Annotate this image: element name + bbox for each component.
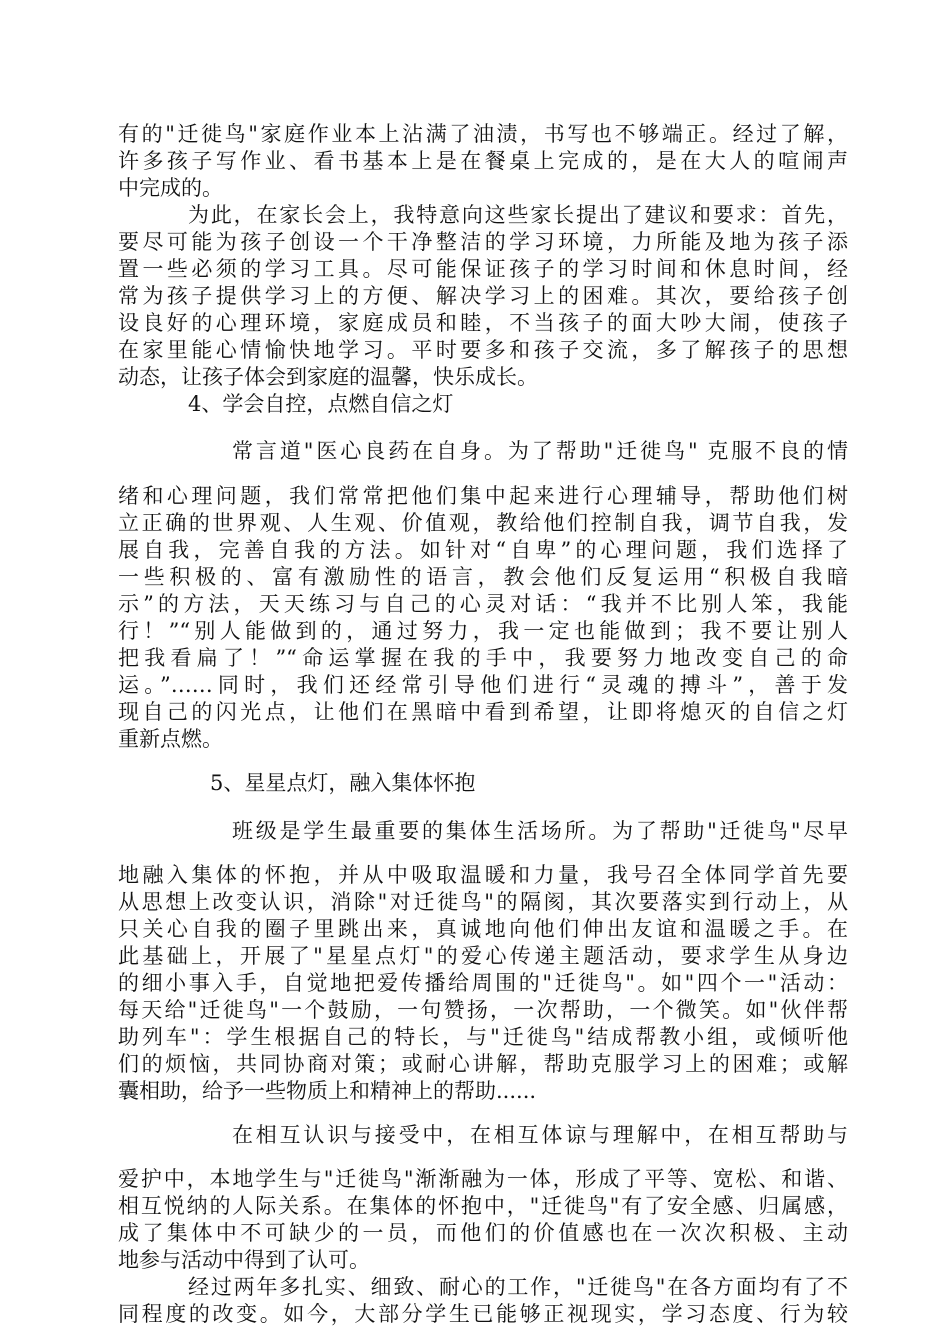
text-line: 们的烦恼，共同协商对策；或耐心讲解，帮助克服学习上的困难；或解 xyxy=(118,1052,848,1076)
text-line: 相互悦纳的人际关系。在集体的怀抱中，"迁徙鸟"有了安全感、归属感， xyxy=(118,1194,848,1218)
text-line: 常为孩子提供学习上的方便、解决学习上的困难。其次，要给孩子创 xyxy=(118,284,848,308)
text-line: 地融入集体的怀抱，并从中吸取温暖和力量，我号召全体同学首先要 xyxy=(118,863,848,887)
text-line: 助列车"：学生根据自己的特长，与"迁徙鸟"结成帮教小组，或倾听他 xyxy=(118,1025,848,1049)
text-line: 经过两年多扎实、细致、耐心的工作，"迁徙鸟"在各方面均有了不 xyxy=(188,1275,848,1299)
text-line: 常言道"医心良药在自身。为了帮助"迁徙鸟" 克服不良的情 xyxy=(232,439,848,463)
text-line: 有的"迁徙鸟"家庭作业本上沾满了油渍，书写也不够端正。经过了解， xyxy=(118,122,848,146)
text-line: 设良好的心理环境，家庭成员和睦，不当孩子的面大吵大闹，使孩子 xyxy=(118,311,848,335)
text-line: 同程度的改变。如今，大部分学生已能够正视现实，学习态度、行为较 xyxy=(118,1302,848,1326)
text-line: 示”的方法，天天练习与自己的心灵对话：“我并不比别人笨，我能 xyxy=(118,592,848,616)
text-line: 把我看扁了！”“命运掌握在我的手中，我要努力地改变自己的命 xyxy=(118,646,848,670)
text-line: 运。”……同时，我们还经常引导他们进行“灵魂的搏斗”，善于发 xyxy=(118,673,848,697)
text-line: 一些积极的、富有激励性的语言，教会他们反复运用“积极自我暗 xyxy=(118,565,848,589)
text-line: 动态，让孩子体会到家庭的温馨，快乐成长。 xyxy=(118,365,538,389)
text-line: 从思想上改变认识，消除"对迁徙鸟"的隔阂，其次要落实到行动上，从 xyxy=(118,890,848,914)
text-line: 中完成的。 xyxy=(118,176,223,200)
text-line: 展自我，完善自我的方法。如针对“自卑”的心理问题，我们选择了 xyxy=(118,538,848,562)
text-line: 为此，在家长会上，我特意向这些家长提出了建议和要求：首先， xyxy=(188,203,848,227)
text-line: 爱护中，本地学生与"迁徙鸟"渐渐融为一体，形成了平等、宽松、和谐、 xyxy=(118,1167,848,1191)
text-line: 置一些必须的学习工具。尽可能保证孩子的学习时间和休息时间，经 xyxy=(118,257,848,281)
text-line: 绪和心理问题，我们常常把他们集中起来进行心理辅导，帮助他们树 xyxy=(118,484,848,508)
text-line: 囊相助，给予一些物质上和精神上的帮助...... xyxy=(118,1079,537,1103)
text-line: 的细小事入手，自觉地把爱传播给周围的"迁徙鸟"。如"四个一"活动： xyxy=(118,971,848,995)
text-line: 班级是学生最重要的集体生活场所。为了帮助"迁徙鸟"尽早 xyxy=(232,819,848,843)
text-line: 行！”“别人能做到的，通过努力，我一定也能做到；我不要让别人 xyxy=(118,619,848,643)
section-heading: 4、学会自控，点燃自信之灯 xyxy=(188,392,454,416)
text-line: 此基础上，开展了"星星点灯"的爱心传递主题活动，要求学生从身边 xyxy=(118,944,848,968)
text-line: 许多孩子写作业、看书基本上是在餐桌上完成的，是在大人的喧闹声 xyxy=(118,149,848,173)
text-line: 在相互认识与接受中，在相互体谅与理解中，在相互帮助与 xyxy=(232,1123,848,1147)
text-line: 重新点燃。 xyxy=(118,727,223,751)
text-line: 现自己的闪光点，让他们在黑暗中看到希望，让即将熄灭的自信之灯 xyxy=(118,700,848,724)
section-heading: 5、星星点灯，融入集体怀抱 xyxy=(210,771,476,795)
text-line: 只关心自我的圈子里跳出来，真诚地向他们伸出友谊和温暖之手。在 xyxy=(118,917,848,941)
text-line: 在家里能心情愉快地学习。平时要多和孩子交流，多了解孩子的思想 xyxy=(118,338,848,362)
text-line: 成了集体中不可缺少的一员，而他们的价值感也在一次次积极、主动 xyxy=(118,1221,848,1245)
text-line: 每天给"迁徙鸟"一个鼓励，一句赞扬，一次帮助，一个微笑。如"伙伴帮 xyxy=(118,998,848,1022)
text-line: 要尽可能为孩子创设一个干净整洁的学习环境，力所能及地为孩子添 xyxy=(118,230,848,254)
text-line: 立正确的世界观、人生观、价值观，教给他们控制自我，调节自我，发 xyxy=(118,511,848,535)
text-line: 地参与活动中得到了认可。 xyxy=(118,1248,370,1272)
